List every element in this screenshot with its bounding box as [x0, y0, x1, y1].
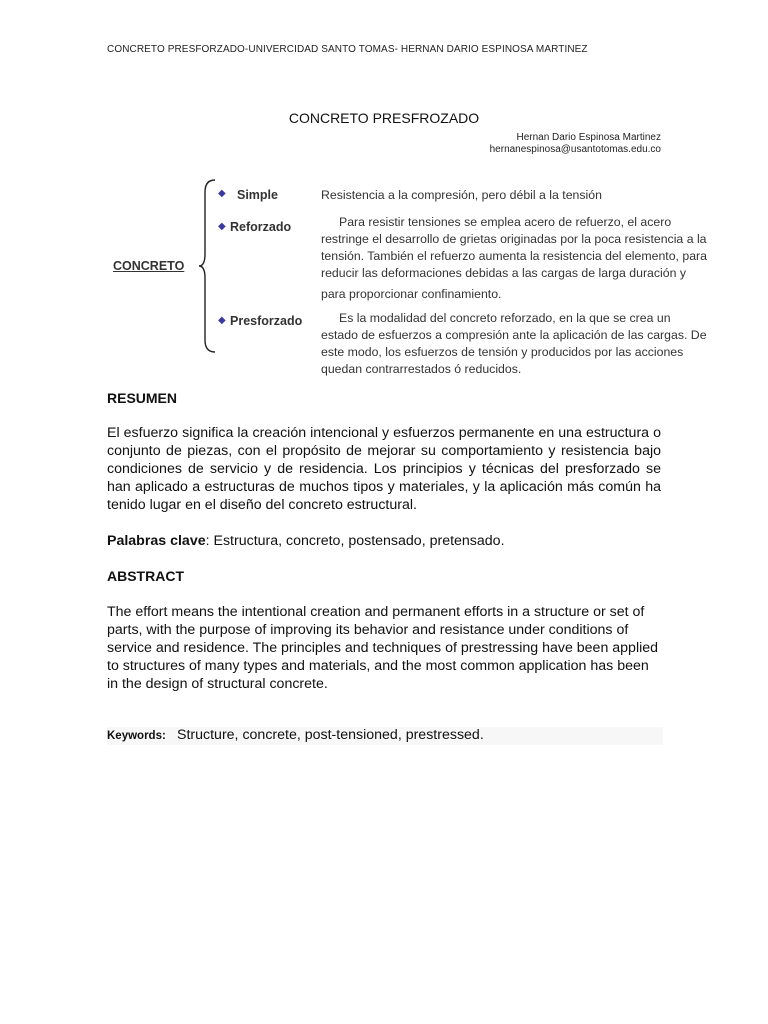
diamond-bullet-icon: ◆: [218, 315, 226, 326]
keywords-line: [107, 727, 663, 745]
resumen-heading: RESUMEN: [107, 390, 178, 406]
branch-desc-reforzado: Para resistir tensiones se emplea acero de refuerzo, el acero restringe el desarrollo de grietas originadas por la poca resistencia a la tensión. También el refuerzo aumenta la resistencia del elemento, para reducir las deformaciones debidas a las cargas de larga duración y para proporcionar confinamiento.: [321, 215, 707, 301]
branch-term-simple: Simple: [237, 188, 278, 202]
diagram-root-label: CONCRETO: [113, 259, 185, 273]
author-email: hernanespinosa@usantotomas.edu.co: [489, 144, 661, 155]
keywords-value: Structure, concrete, post-tensioned, prestressed.: [177, 727, 484, 743]
diamond-bullet-icon: ◆: [218, 188, 226, 199]
branch-desc-presforzado: Es la modalidad del concreto reforzado, en la que se crea un estado de esfuerzos a compresión ante la aplicación de las cargas. De este modo, los esfuerzos de tensión y producidos por las acciones quedan contrarrestados ó reducidos.: [321, 311, 707, 376]
branch-desc-simple: Resistencia a la compresión, pero débil a la tensión: [321, 188, 602, 202]
palabras-clave-label: Palabras clave: [107, 533, 206, 549]
keywords-label: Keywords:: [107, 730, 166, 742]
palabras-clave: [107, 532, 661, 550]
branch-term-reforzado: Reforzado: [230, 220, 292, 234]
abstract-body: The effort means the intentional creation and permanent efforts in a structure or set of parts, with the purpose of improving its behavior and resistance under conditions of service and residence. The principles and techniques of prestressing have been applied to structures of many types and materials, and the most common application has been in the design of structural concrete.: [107, 604, 659, 692]
curly-brace-icon: [199, 178, 219, 354]
running-header: CONCRETO PRESFORZADO-UNIVERCIDAD SANTO TOMAS- HERNAN DARIO ESPINOSA MARTINEZ: [107, 44, 588, 55]
branch-term-presforzado: Presforzado: [230, 314, 303, 328]
abstract-heading: ABSTRACT: [107, 568, 184, 584]
author-block: [490, 132, 661, 156]
diamond-bullet-icon: ◆: [218, 221, 226, 232]
concrete-classification-diagram: [107, 176, 757, 382]
palabras-clave-value: : Estructura, concreto, postensado, pretensado.: [205, 533, 505, 549]
document-title: CONCRETO PRESFROZADO: [288, 110, 480, 126]
author-name: Hernan Dario Espinosa Martinez: [516, 132, 661, 143]
resumen-body: El esfuerzo significa la creación intencional y esfuerzos permanente en una estructura o conjunto de piezas, con el propósito de mejorar su comportamiento y resistencia bajo condiciones de servicio y de residencia. Los principios y técnicas del presforzado se han aplicado a estructuras de muchos tipos y materiales, y la aplicación más común ha tenido lugar en el diseño del concreto estructural.: [107, 425, 661, 513]
